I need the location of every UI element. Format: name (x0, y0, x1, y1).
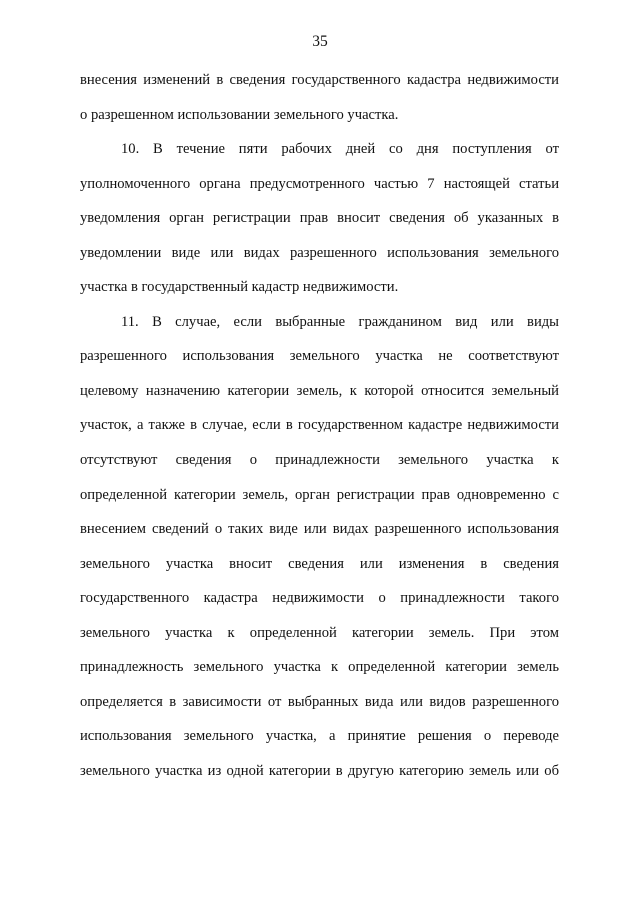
text-line: разрешенного использования земельного участка не соответствуют (80, 348, 559, 365)
text-line: земельного участка к определенной категории земель. При этом (80, 624, 559, 641)
text-line: о разрешенном использовании земельного участка. (80, 106, 399, 123)
text-line: земельного участка вносит сведения или изменения в сведения (80, 555, 559, 572)
text-line: участка в государственный кадастр недвижимости. (80, 279, 399, 296)
text-line: уведомлении виде или видах разрешенного использования земельного (80, 244, 559, 261)
text-line: 11. В случае, если выбранные гражданином вид или виды (121, 313, 559, 330)
text-line: внесением сведений о таких виде или видах разрешенного использования (80, 521, 559, 538)
text-line: использования земельного участка, а принятие решения о переводе (80, 728, 559, 745)
text-line: отсутствуют сведения о принадлежности земельного участка к (80, 452, 559, 469)
text-line: 10. В течение пяти рабочих дней со дня поступления от (121, 141, 559, 158)
text-line: внесения изменений в сведения государственного кадастра недвижимости (80, 72, 559, 88)
text-line: уведомления орган регистрации прав вносит сведения об указанных в (80, 210, 559, 227)
page-number: 35 (312, 33, 328, 50)
text-line: целевому назначению категории земель, к которой относится земельный (80, 382, 559, 399)
text-line: уполномоченного органа предусмотренного частью 7 настоящей статьи (80, 175, 559, 192)
text-line: государственного кадастра недвижимости о принадлежности такого (80, 590, 559, 607)
text-line: участок, а также в случае, если в государственном кадастре недвижимости (80, 417, 559, 434)
text-line: земельного участка из одной категории в другую категорию земель или об (80, 762, 559, 779)
text-line: определенной категории земель, орган регистрации прав одновременно с (80, 486, 559, 503)
text-line: принадлежность земельного участка к определенной категории земель (80, 659, 559, 676)
document-body (80, 70, 559, 795)
text-line: определяется в зависимости от выбранных вида или видов разрешенного (80, 693, 559, 710)
